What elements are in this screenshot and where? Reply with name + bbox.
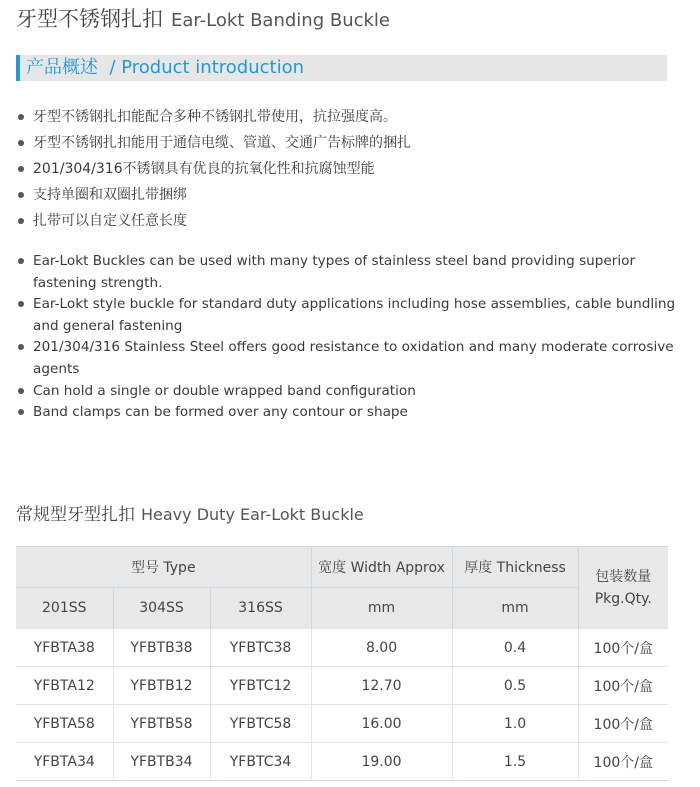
page-title-en: Ear-Lokt Banding Buckle <box>171 10 390 31</box>
list-item: 支持单圈和双圈扎带捆绑 <box>16 182 688 208</box>
header-304ss: 304SS <box>113 588 210 629</box>
table-row: YFBTA12 YFBTB12 YFBTC12 12.70 0.5 100个/盒 <box>16 667 668 705</box>
bullet-icon <box>18 218 24 224</box>
header-thickness-unit: mm <box>452 588 578 629</box>
list-item: Band clamps can be formed over any contour or shape <box>16 402 688 424</box>
section-header <box>16 55 667 81</box>
list-item: 201/304/316不锈钢具有优良的抗氧化性和抗腐蚀型能 <box>16 156 688 182</box>
list-item: Ear-Lokt Buckles can be used with many types of stainless steel band providing superior fastening strength. <box>16 251 688 294</box>
list-item: 牙型不锈钢扎扣能用于通信电缆、管道、交通广告标牌的捆扎 <box>16 130 688 156</box>
page-title <box>16 4 390 34</box>
bullet-icon <box>18 301 24 307</box>
bullet-icon <box>18 192 24 198</box>
header-width: 宽度 Width Approx <box>311 547 452 588</box>
bullet-icon <box>18 258 24 264</box>
table-subheader-row <box>16 588 668 629</box>
features-cn-list <box>16 104 688 234</box>
bullet-icon <box>18 344 24 350</box>
bullet-icon <box>18 166 24 172</box>
page-title-cn: 牙型不锈钢扎扣 <box>16 7 163 31</box>
features-en-list <box>16 251 688 424</box>
table-row: YFBTA38 YFBTB38 YFBTC38 8.00 0.4 100个/盒 <box>16 629 668 667</box>
section-accent <box>16 55 20 81</box>
section-label: 产品概述 / Product introduction <box>26 57 304 78</box>
bullet-icon <box>18 388 24 394</box>
header-201ss: 201SS <box>16 588 113 629</box>
table-title-cn: 常规型牙型扎扣 <box>16 505 135 525</box>
table-row: YFBTA58 YFBTB58 YFBTC58 16.00 1.0 100个/盒 <box>16 705 668 743</box>
list-item: 201/304/316 Stainless Steel offers good resistance to oxidation and many moderate corrosive agents <box>16 337 688 380</box>
list-item: 扎带可以自定义任意长度 <box>16 208 688 234</box>
bullet-icon <box>18 409 24 415</box>
table-title <box>16 502 364 528</box>
list-item: Can hold a single or double wrapped band configuration <box>16 381 688 403</box>
header-316ss: 316SS <box>210 588 311 629</box>
list-item: 牙型不锈钢扎扣能配合多种不锈钢扎带使用，抗拉强度高。 <box>16 104 688 130</box>
header-type: 型号 Type <box>16 547 311 588</box>
bullet-icon <box>18 140 24 146</box>
header-thickness: 厚度 Thickness <box>452 547 578 588</box>
spec-table <box>16 546 668 781</box>
list-item: Ear-Lokt style buckle for standard duty applications including hose assemblies, cable bundling and general fastening <box>16 294 688 337</box>
table-header-row <box>16 547 668 588</box>
header-width-unit: mm <box>311 588 452 629</box>
table-title-en: Heavy Duty Ear-Lokt Buckle <box>141 505 364 524</box>
table-row: YFBTA34 YFBTB34 YFBTC34 19.00 1.5 100个/盒 <box>16 743 668 781</box>
bullet-icon <box>18 114 24 120</box>
header-pkg: 包装数量 Pkg.Qty. <box>578 547 668 629</box>
